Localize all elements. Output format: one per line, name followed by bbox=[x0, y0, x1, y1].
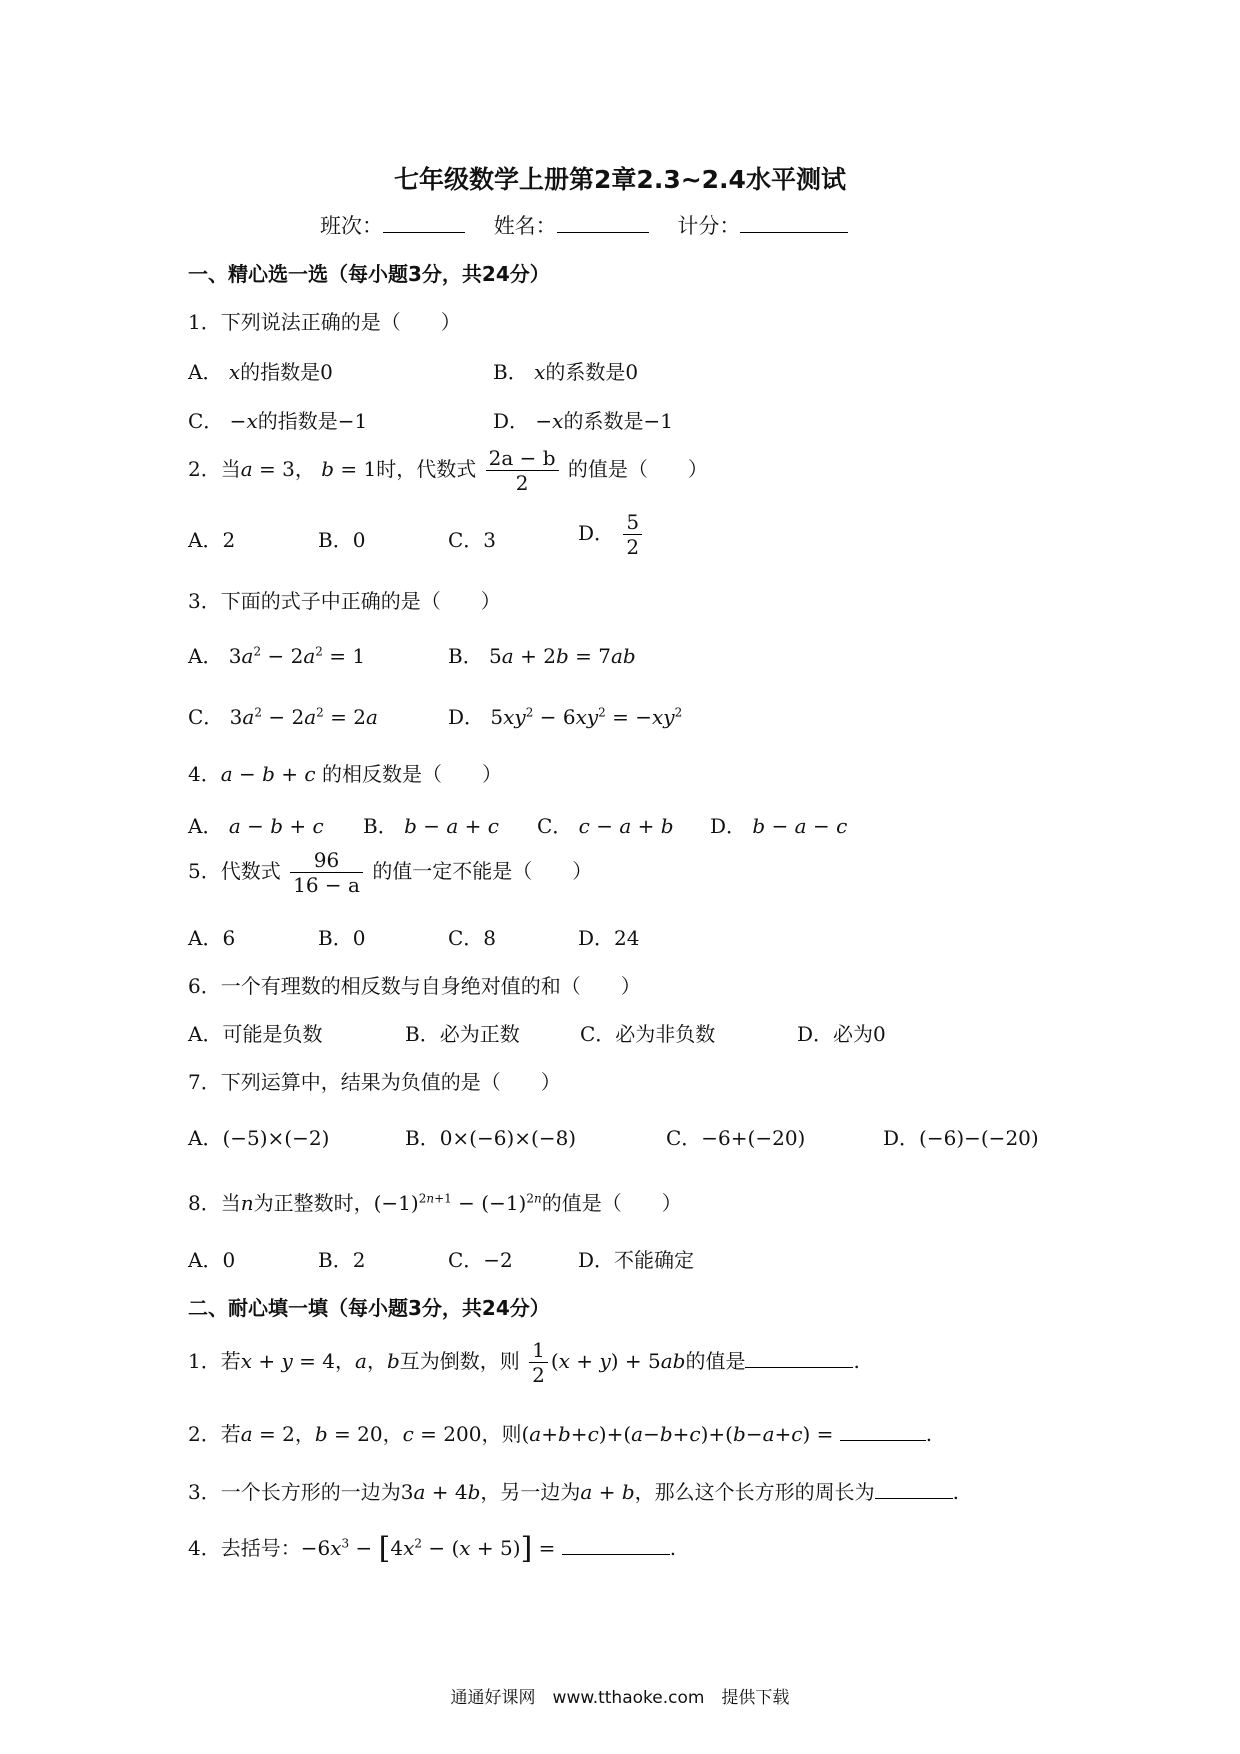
question-number: 2． bbox=[188, 457, 221, 481]
question-text: 一个有理数的相反数与自身绝对值的和（ ） bbox=[220, 974, 641, 998]
question-text: 去括号： bbox=[220, 1536, 301, 1560]
fraction bbox=[623, 510, 642, 559]
q7-option-d[interactable]: D．(−6)−(−20) bbox=[883, 1126, 1039, 1150]
class-blank[interactable] bbox=[383, 214, 465, 233]
question-text: 的值是（ ） bbox=[567, 457, 708, 481]
option-text: 的系数是0 bbox=[545, 360, 639, 384]
option-label: C． bbox=[188, 409, 224, 433]
math-expression: b − a − c bbox=[752, 814, 848, 838]
question-4 bbox=[188, 758, 502, 787]
fill-question-4: 4．去括号：$-6x^3 - [4x^2 - (x + 5)]$ = . bbox=[188, 1531, 677, 1566]
question-text: 互为倒数，则 bbox=[399, 1349, 520, 1373]
option-label: A． bbox=[188, 814, 223, 838]
name-blank[interactable] bbox=[557, 214, 649, 233]
question-text: 若 bbox=[220, 1422, 241, 1446]
option-label: B． bbox=[448, 644, 483, 668]
question-text: 下列运算中，结果为负值的是（ ） bbox=[220, 1070, 561, 1094]
q1-option-c[interactable]: C． −x的指数是−1 bbox=[188, 409, 368, 433]
question-number: 3． bbox=[188, 589, 221, 613]
q3-option-b[interactable]: B． 5a + 2b = 7ab bbox=[448, 644, 636, 668]
question-text: 代数式 bbox=[220, 859, 281, 883]
question-text: 若 bbox=[220, 1349, 241, 1373]
q8-option-c[interactable]: C．−2 bbox=[448, 1248, 513, 1272]
question-number: 4． bbox=[188, 1536, 221, 1560]
fraction-denominator: 2 bbox=[532, 1363, 545, 1387]
q2-option-a[interactable]: A．2 bbox=[188, 528, 236, 552]
option-label: A． bbox=[188, 360, 223, 384]
question-number: 1． bbox=[188, 310, 221, 334]
question-number: 7． bbox=[188, 1070, 221, 1094]
fraction-denominator: 2 bbox=[515, 471, 529, 495]
answer-blank[interactable] bbox=[875, 1480, 953, 1499]
option-label: C． bbox=[188, 705, 224, 729]
question-1 bbox=[188, 306, 461, 335]
fraction bbox=[290, 848, 363, 897]
option-label: A． bbox=[188, 644, 223, 668]
q6-option-b[interactable]: B．必为正数 bbox=[405, 1022, 520, 1046]
answer-blank[interactable] bbox=[562, 1536, 670, 1555]
answer-blank[interactable] bbox=[745, 1349, 853, 1368]
q6-option-d[interactable]: D．必为0 bbox=[797, 1022, 886, 1046]
fill-question-1: 1．若x + y = 4，a，b互为倒数，则 $\frac{1}{2}$ (x + y) + 5ab的值是 . bbox=[188, 1338, 860, 1387]
q7-option-c[interactable]: C．−6+(−20) bbox=[666, 1126, 806, 1150]
question-number: 1． bbox=[188, 1349, 221, 1373]
question-text: 的值是 bbox=[685, 1349, 746, 1373]
question-7 bbox=[188, 1066, 561, 1095]
option-label: D． bbox=[578, 521, 615, 545]
question-text: = 3， bbox=[259, 457, 322, 481]
question-6 bbox=[188, 970, 641, 999]
question-text: 当 bbox=[220, 457, 241, 481]
punctuation: . bbox=[925, 1422, 933, 1446]
q4-option-c[interactable] bbox=[537, 810, 674, 839]
q8-option-a[interactable]: A．0 bbox=[188, 1248, 236, 1272]
question-number: 4． bbox=[188, 762, 221, 786]
name-label: 姓名： bbox=[493, 214, 557, 238]
question-number: 8． bbox=[188, 1191, 221, 1215]
math-expression: a − b + c bbox=[220, 762, 316, 786]
q4-option-a[interactable] bbox=[188, 810, 324, 839]
question-text: = 1时，代数式 bbox=[340, 457, 477, 481]
option-label: C． bbox=[537, 814, 573, 838]
question-number: 3． bbox=[188, 1480, 221, 1504]
q5-option-a[interactable]: A．6 bbox=[188, 926, 236, 950]
q2-option-c[interactable]: C．3 bbox=[448, 528, 497, 552]
page-footer: 通通好课网 www.tthaoke.com 提供下载 bbox=[450, 1688, 790, 1708]
question-2: 2．当a = 3， b = 1时，代数式 $\frac{2a - b}{2}$ 的值是（ ） bbox=[188, 446, 708, 495]
q2-option-d[interactable] bbox=[578, 510, 645, 559]
q3-option-d[interactable]: D． $5xy^2 - 6xy^2 = -xy^2$ bbox=[448, 705, 683, 729]
question-text: 一个长方形的一边为 bbox=[220, 1480, 401, 1504]
option-text: 的指数是−1 bbox=[257, 409, 368, 433]
option-text: 的指数是0 bbox=[240, 360, 333, 384]
fraction bbox=[486, 446, 559, 495]
q3-option-c[interactable]: C． $3a^2 - 2a^2 = 2a$ bbox=[188, 705, 378, 729]
question-text: ，那么这个长方形的周长为 bbox=[634, 1480, 875, 1504]
score-label: 计分： bbox=[677, 214, 741, 238]
fill-question-2: 2．若a = 2，b = 20，c = 200，则(a+b+c)+(a−b+c)+(b−a+c) = . bbox=[188, 1422, 933, 1446]
q8-option-d[interactable]: D．不能确定 bbox=[578, 1248, 695, 1272]
question-text: ，另一边为 bbox=[480, 1480, 581, 1504]
question-text: ，则 bbox=[481, 1422, 522, 1446]
section-1-title: 一、精心选一选（每小题3分，共24分） bbox=[188, 262, 550, 286]
option-label: D． bbox=[710, 814, 747, 838]
score-blank[interactable] bbox=[740, 214, 848, 233]
q2-option-b[interactable]: B．0 bbox=[318, 528, 366, 552]
q7-option-b[interactable]: B．0×(−6)×(−8) bbox=[405, 1126, 577, 1150]
question-number: 6． bbox=[188, 974, 221, 998]
q5-option-d[interactable]: D．24 bbox=[578, 926, 640, 950]
q1-option-a[interactable]: A． x的指数是0 bbox=[188, 360, 333, 384]
q4-option-d[interactable] bbox=[710, 810, 847, 839]
question-text: 下面的式子中正确的是（ ） bbox=[220, 589, 501, 613]
punctuation: . bbox=[952, 1480, 960, 1504]
q3-option-a[interactable]: A． $3a^2 - 2a^2 = 1$ bbox=[188, 644, 366, 668]
question-number: 2． bbox=[188, 1422, 221, 1446]
fraction-numerator: 2a − b bbox=[486, 446, 559, 471]
punctuation: . bbox=[669, 1536, 677, 1560]
q6-option-c[interactable]: C．必为非负数 bbox=[580, 1022, 716, 1046]
q6-option-a[interactable]: A．可能是负数 bbox=[188, 1022, 323, 1046]
fraction bbox=[529, 1338, 548, 1387]
q7-option-a[interactable]: A．(−5)×(−2) bbox=[188, 1126, 330, 1150]
question-8: 8．当n为正整数时，$(-1)^{2n+1} - (-1)^{2n}$的值是（ ） bbox=[188, 1191, 682, 1215]
option-label: B． bbox=[493, 360, 528, 384]
punctuation: . bbox=[853, 1349, 860, 1373]
fraction-numerator: 96 bbox=[290, 848, 363, 873]
fill-question-3: 3．一个长方形的一边为3a + 4b，另一边为a + b，那么这个长方形的周长为 . bbox=[188, 1480, 960, 1504]
math-expression: c − a + b bbox=[578, 814, 674, 838]
question-text: 的值一定不能是（ ） bbox=[372, 859, 593, 883]
question-text: 的相反数是（ ） bbox=[321, 762, 502, 786]
answer-blank[interactable] bbox=[840, 1422, 926, 1441]
section-2-title: 二、耐心填一填（每小题3分，共24分） bbox=[188, 1296, 550, 1320]
page-title: 七年级数学上册第2章2.3~2.4水平测试 bbox=[394, 165, 846, 194]
math-expression: b − a + c bbox=[404, 814, 499, 838]
question-3 bbox=[188, 585, 501, 614]
q1-option-d[interactable]: D． −x的系数是−1 bbox=[493, 409, 673, 433]
fraction-numerator: 5 bbox=[623, 510, 642, 535]
fraction-denominator: 16 − a bbox=[293, 873, 360, 897]
question-number: 5． bbox=[188, 859, 221, 883]
q5-option-c[interactable]: C．8 bbox=[448, 926, 497, 950]
q8-option-b[interactable]: B．2 bbox=[318, 1248, 366, 1272]
question-text: 当 bbox=[220, 1191, 241, 1215]
fraction-numerator: 1 bbox=[529, 1338, 548, 1363]
q4-option-b[interactable] bbox=[363, 810, 499, 839]
q1-option-b[interactable]: B． x的系数是0 bbox=[493, 360, 639, 384]
option-label: D． bbox=[493, 409, 530, 433]
question-5 bbox=[188, 848, 592, 897]
question-text: 的值是（ ） bbox=[541, 1191, 682, 1215]
question-text: 为正整数时， bbox=[253, 1191, 374, 1215]
question-text: ， bbox=[335, 1349, 356, 1373]
student-info-row bbox=[320, 210, 870, 240]
option-text: 的系数是−1 bbox=[563, 409, 673, 433]
option-label: D． bbox=[448, 705, 485, 729]
option-label: B． bbox=[363, 814, 398, 838]
q5-option-b[interactable]: B．0 bbox=[318, 926, 366, 950]
question-text: 下列说法正确的是（ ） bbox=[220, 310, 461, 334]
math-expression: a − b + c bbox=[228, 814, 324, 838]
fraction-denominator: 2 bbox=[626, 535, 640, 559]
class-label: 班次： bbox=[320, 214, 383, 238]
